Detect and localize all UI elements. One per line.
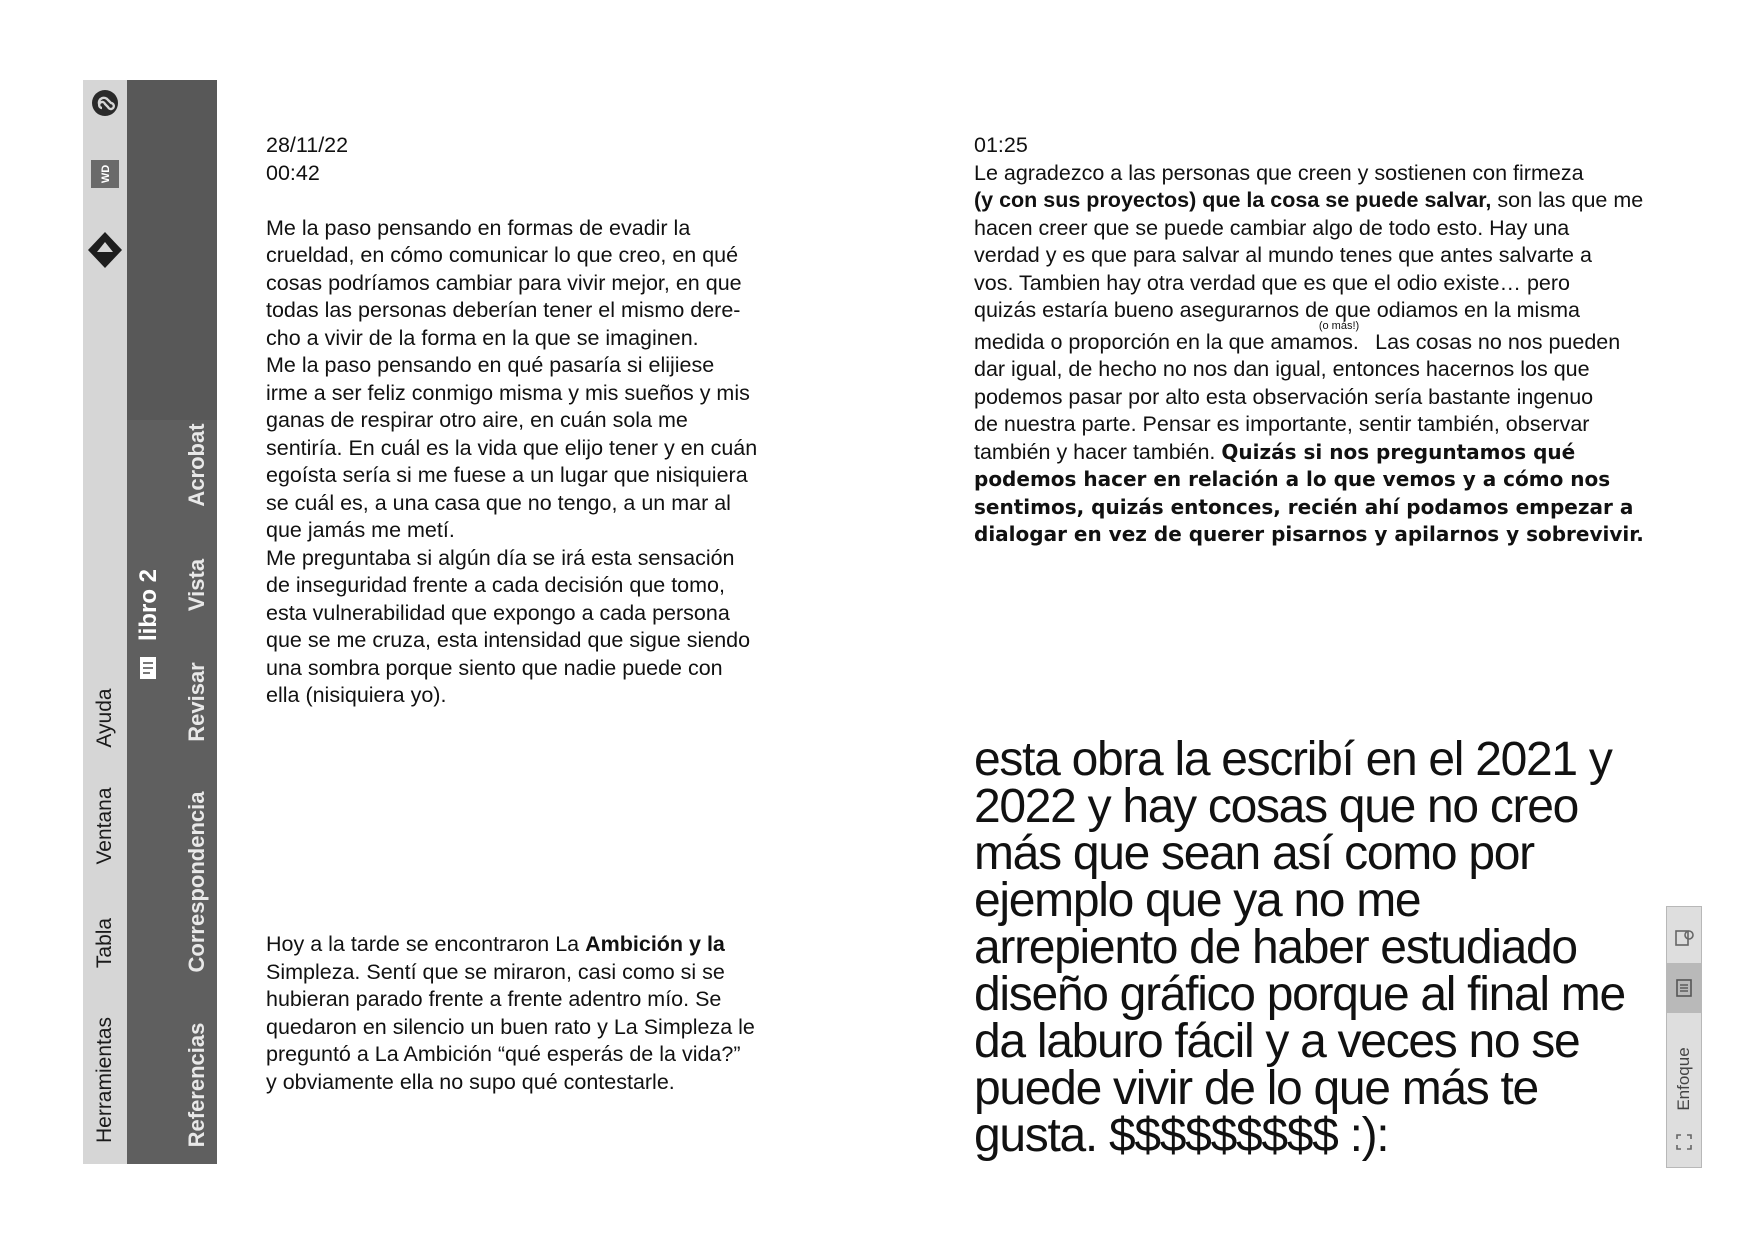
paragraph: [974, 160, 1664, 549]
menu-item-tabla[interactable]: Tabla: [93, 917, 116, 969]
author-note: esta obra la escribí en el 2021 y 2022 y hay cosas que no creo más que sean así como por ejemplo que ya no me arrepiento de haber estudiado diseño gráfico porque al final me da laburo fácil y a veces no se puede vivir de lo que más te gusta. $$$$$$$$$ :):: [974, 733, 1625, 1162]
wd-drive-icon[interactable]: [89, 158, 121, 195]
spacer: [266, 187, 816, 215]
document-title: libro 2: [135, 568, 162, 642]
margin-note: (o más!): [1318, 319, 1360, 332]
entry-date: 28/11/22: [266, 133, 349, 157]
menu-bar: [83, 80, 128, 1164]
tab-acrobat[interactable]: Acrobat: [184, 423, 209, 507]
draft-view-icon[interactable]: [1667, 913, 1701, 963]
paragraph: Me preguntaba si algún día se irá esta sensación de inseguridad frente a cada decisión que tomo, esta vulnerabilidad que expongo a cada persona que se me cruza, esta intensidad que sigue siendo una sombra porque siento que nadie puede con ella (nisiquiera yo).: [266, 545, 751, 707]
right-text-column: [974, 132, 1664, 549]
tab-revisar[interactable]: Revisar: [184, 662, 209, 742]
left-bottom-text: [266, 931, 816, 1096]
entry-time: 00:42: [266, 160, 320, 185]
menu-item-ayuda[interactable]: Ayuda: [93, 688, 116, 748]
text-run: son las que me hacen creer que se puede cambiar algo de todo esto. Hay una verdad y es que para salvar al mundo tenes que antes salvarte a vos. Tambien hay otra verdad que es que el odio existe… pero quizás estaría bueno asegurarnos de que odiamos en la misma medida o proporción en la que amamos.: [974, 188, 1644, 354]
focus-mode-icon[interactable]: [1667, 1117, 1701, 1167]
paragraph: [266, 931, 816, 1096]
text-run: Le agradezco a las personas que creen y sostienen con firmeza: [974, 160, 1584, 185]
tab-referencias[interactable]: Referencias: [184, 1022, 209, 1148]
view-switcher: [1666, 906, 1702, 1168]
print-layout-icon[interactable]: [1667, 963, 1701, 1013]
tab-correspondencia[interactable]: Correspondencia: [184, 791, 209, 973]
bold-run: (y con sus proyectos) que la cosa se puede salvar,: [974, 188, 1492, 212]
word-document-icon: [137, 655, 159, 686]
ribbon-tabs: [127, 80, 217, 1164]
ribbon-header: [127, 80, 217, 420]
entry-time: 01:25: [974, 133, 1028, 157]
text-run: Hoy a la tarde se encontraron La: [266, 932, 586, 956]
paragraph: Me la paso pensando en formas de evadir la crueldad, en cómo comunicar lo que creo, en qué cosas podríamos cambiar para vivir mejor, en que todas las personas deberían tener el mismo dere- cho a vivir de la forma en la que se imaginen.: [266, 215, 742, 350]
bold-run: Ambición y la: [585, 932, 725, 956]
text-run: Simpleza. Sentí que se miraron, casi como si se hubieran parado frente a frente adentro mío. Se quedaron en silencio un buen rato y La Simpleza le preguntó a La Ambición “qué esperás de la vida?” y obviamente ella no supo qué contestarle.: [266, 959, 755, 1094]
tab-vista[interactable]: Vista: [184, 558, 209, 612]
left-text-column: [266, 132, 816, 710]
menu-item-ventana[interactable]: Ventana: [93, 787, 116, 865]
svg-text:WD: WD: [100, 164, 112, 184]
creative-cloud-icon[interactable]: [90, 88, 120, 123]
paragraph: Me la paso pensando en qué pasaría si elijiese irme a ser feliz conmigo misma y mis sueños y mis ganas de respirar otro aire, en cuán sola me sentiría. En cuál es la vida que elijo tener y en cuán egoísta sería si me fuese a un lugar que nisiquiera se cuál es, a una casa que no tengo, a un mar al que jamás me metí.: [266, 353, 758, 542]
google-drive-icon[interactable]: [86, 230, 124, 275]
strong-run: Quizás si nos preguntamos qué podemos hacer en relación a lo que vemos y a cómo nos sentimos, quizás entonces, recién ahí podamos empezar a dialogar en vez de querer pisarnos y apilarnos y sobrevivir.: [974, 439, 1644, 547]
menu-item-herramientas[interactable]: Herramientas: [93, 1016, 116, 1144]
text-run: Las cosas no nos pueden dar igual, de hecho no nos dan igual, entonces hacernos los que podemos pasar por alto esta observación sería bastante ingenuo de nuestra parte. Pensar es importante, sentir también, observar también y hacer también.: [974, 329, 1621, 464]
focus-label[interactable]: Enfoque: [1674, 1047, 1693, 1111]
